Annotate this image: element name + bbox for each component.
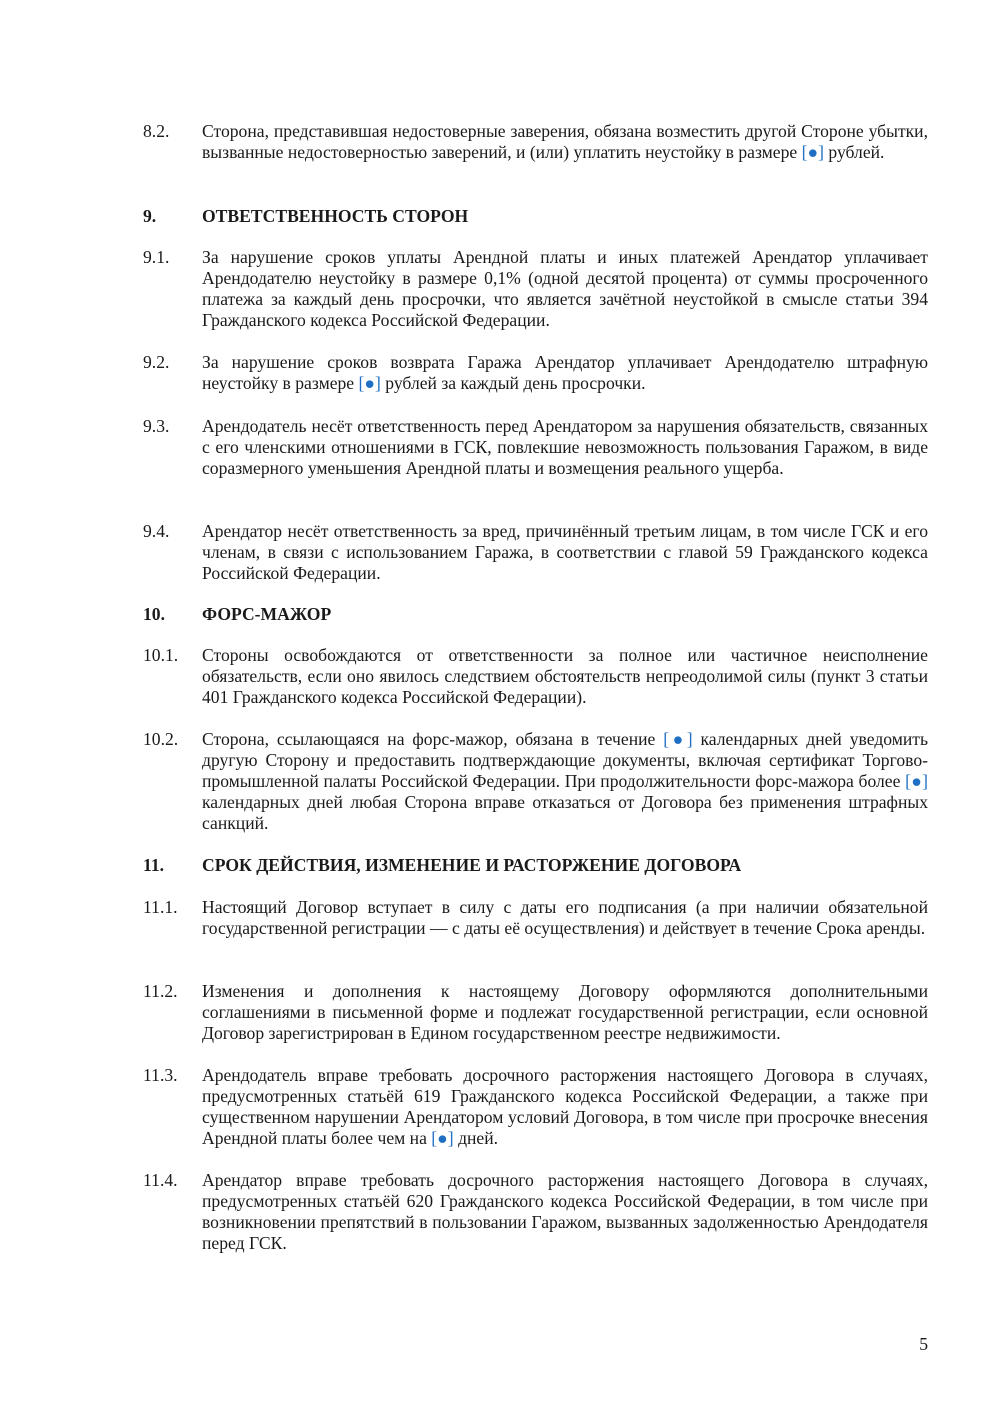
clause-10-2 xyxy=(143,729,928,834)
section-heading-11 xyxy=(143,855,741,876)
section-title: ФОРС-МАЖОР xyxy=(202,604,332,624)
clause-text: Арендатор несёт ответственность за вред, причинённый третьим лицам, в том числе ГСК и его членам, в связи с использованием Гаража, в соответствии с главой 59 Гражданского кодекса Российской Федерации. xyxy=(202,521,928,583)
clause-number: 9.1. xyxy=(143,247,170,267)
clause-text: Сторона, ссылающаяся на форс-мажор, обязана в течение [●] календарных дней уведомить другую Сторону и предоставить подтверждающие документы, включая сертификат Торгово-промышленной палаты Российской Федерации. При продолжительности форс-мажора более [●] календарных дней любая Сторона вправе отказаться от Договора без применения штрафных санкций. xyxy=(202,729,928,833)
placeholder: [●] xyxy=(663,729,693,749)
clause-10-1 xyxy=(143,645,928,708)
clause-9-3 xyxy=(143,416,928,479)
section-title: ОТВЕТСТВЕННОСТЬ СТОРОН xyxy=(202,206,469,226)
clause-text: Сторона, представившая недостоверные заверения, обязана возместить другой Стороне убытки, вызванные недостоверностью заверений, и (или) уплатить неустойку в размере [●] рублей. xyxy=(202,121,928,162)
clause-number: 11.2. xyxy=(143,981,178,1001)
placeholder: [●] xyxy=(905,771,928,791)
clause-9-4 xyxy=(143,521,928,584)
clause-number: 8.2. xyxy=(143,121,170,141)
clause-number: 11.3. xyxy=(143,1065,178,1085)
clause-11-2 xyxy=(143,981,928,1044)
clause-number: 9.2. xyxy=(143,352,170,372)
page-number: 5 xyxy=(919,1334,928,1354)
clause-text: Стороны освобождаются от ответственности за полное или частичное неисполнение обязательств, если оно явилось следствием обстоятельств непреодолимой силы (пункт 3 статьи 401 Гражданского кодекса Российской Федерации). xyxy=(202,645,928,707)
clause-text: За нарушение сроков возврата Гаража Арендатор уплачивает Арендодателю штрафную неустойку в размере [●] рублей за каждый день просрочки. xyxy=(202,352,928,393)
clause-11-4 xyxy=(143,1170,928,1254)
clause-number: 9.3. xyxy=(143,416,170,436)
clause-9-2 xyxy=(143,352,928,394)
section-heading-9 xyxy=(143,206,468,227)
clause-text: Изменения и дополнения к настоящему Договору оформляются дополнительными соглашениями в письменной форме и подлежат государственной регистрации, если основной Договор зарегистрирован в Едином государственном реестре недвижимости. xyxy=(202,981,928,1043)
clause-8-2 xyxy=(143,121,928,163)
section-number: 10. xyxy=(143,604,165,624)
clause-11-3 xyxy=(143,1065,928,1149)
clause-number: 11.4. xyxy=(143,1170,178,1190)
clause-number: 10.1. xyxy=(143,645,179,665)
clause-text: Арендодатель вправе требовать досрочного расторжения настоящего Договора в случаях, предусмотренных статьёй 619 Гражданского кодекса Российской Федерации, а также при существенном нарушении Арендатором условий Договора, в том числе при просрочке внесения Арендной платы более чем на [●] дней. xyxy=(202,1065,928,1148)
placeholder: [●] xyxy=(801,142,824,162)
clause-number: 10.2. xyxy=(143,729,179,749)
clause-text: Арендодатель несёт ответственность перед Арендатором за нарушения обязательств, связанных с его членскими отношениями в ГСК, повлекшие невозможность пользования Гаражом, в виде соразмерного уменьшения Арендной платы и возмещения реального ущерба. xyxy=(202,416,928,478)
clause-11-1 xyxy=(143,897,928,939)
clause-text: За нарушение сроков уплаты Арендной платы и иных платежей Арендатор уплачивает Арендодателю неустойку в размере 0,1% (одной десятой процента) от суммы просроченного платежа за каждый день просрочки, что является зачётной неустойкой в смысле статьи 394 Гражданского кодекса Российской Федерации. xyxy=(202,247,928,330)
section-title: СРОК ДЕЙСТВИЯ, ИЗМЕНЕНИЕ И РАСТОРЖЕНИЕ ДОГОВОРА xyxy=(202,855,742,875)
section-number: 9. xyxy=(143,206,157,226)
section-heading-10 xyxy=(143,604,331,625)
placeholder: [●] xyxy=(358,373,381,393)
placeholder: [●] xyxy=(431,1128,454,1148)
clause-text: Настоящий Договор вступает в силу с даты его подписания (а при наличии обязательной государственной регистрации — с даты её осуществления) и действует в течение Срока аренды. xyxy=(202,897,928,938)
section-number: 11. xyxy=(143,855,165,875)
clause-number: 9.4. xyxy=(143,521,170,541)
clause-text: Арендатор вправе требовать досрочного расторжения настоящего Договора в случаях, предусмотренных статьёй 620 Гражданского кодекса Российской Федерации, в том числе при возникновении препятствий в пользовании Гаражом, вызванных задолженностью Арендодателя перед ГСК. xyxy=(202,1170,928,1253)
clause-number: 11.1. xyxy=(143,897,178,917)
clause-9-1 xyxy=(143,247,928,331)
